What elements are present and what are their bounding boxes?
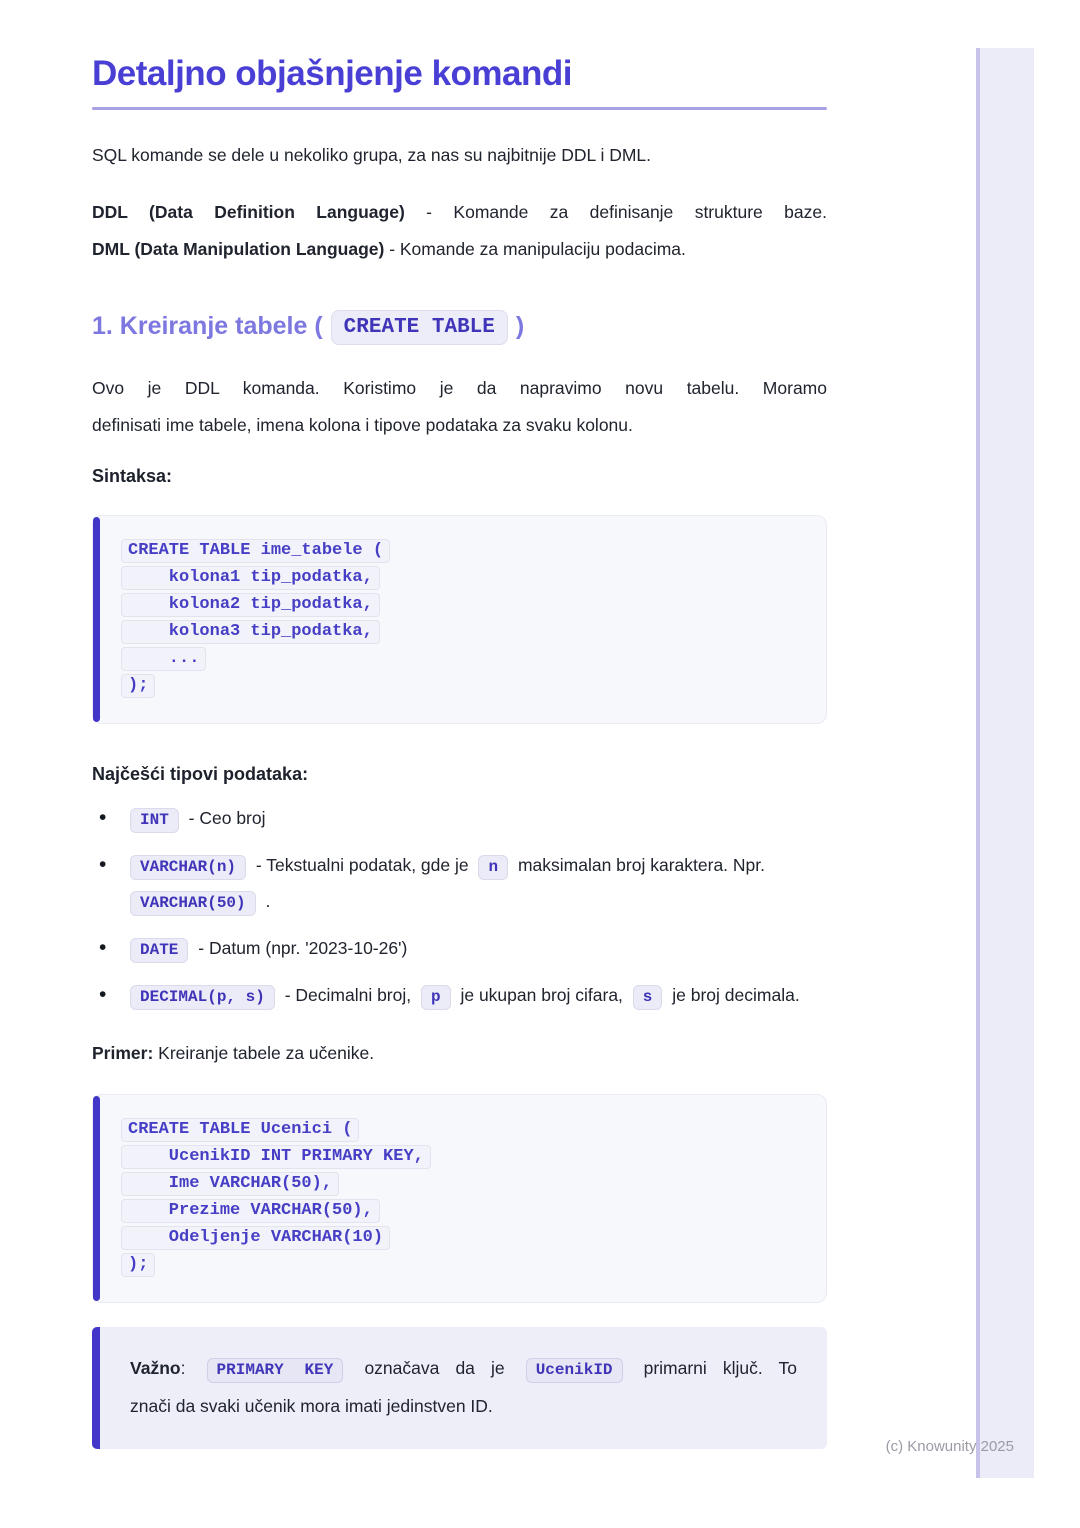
text-line bbox=[92, 304, 827, 350]
code-text: Ime VARCHAR(50), bbox=[121, 1172, 339, 1196]
text-segment: - Komande za definisanje strukture baze. bbox=[404, 202, 827, 222]
page-title: Detaljno objašnjenje komandi bbox=[92, 54, 572, 93]
code-line bbox=[121, 1116, 798, 1143]
code-line bbox=[121, 1170, 798, 1197]
code-text: ); bbox=[121, 1253, 155, 1277]
text-line bbox=[92, 370, 827, 407]
code-line bbox=[121, 591, 798, 618]
code-line bbox=[121, 1143, 798, 1170]
syntax-code-lines bbox=[121, 537, 798, 699]
text-segment: DML (Data Manipulation Language) bbox=[92, 239, 385, 259]
text-segment: - Ceo broj bbox=[183, 808, 266, 828]
text-segment: definisati ime tabele, imena kolona i tipove podataka za svaku kolonu. bbox=[92, 415, 633, 435]
code-text: CREATE TABLE ime_tabele ( bbox=[121, 539, 390, 563]
inline-code: p bbox=[421, 985, 451, 1010]
code-line bbox=[121, 1251, 798, 1278]
text-line bbox=[92, 194, 827, 231]
example-code-block bbox=[92, 1094, 827, 1303]
text-segment: je ukupan broj cifara, bbox=[455, 985, 628, 1005]
text-segment: je broj decimala. bbox=[667, 985, 800, 1005]
text-segment: Primer: bbox=[92, 1043, 154, 1063]
text-segment: - Tekstualni podatak, gde je bbox=[251, 855, 474, 875]
text-line bbox=[92, 407, 827, 444]
text-line bbox=[92, 1040, 827, 1066]
code-line bbox=[121, 564, 798, 591]
important-callout bbox=[92, 1327, 827, 1449]
text-segment: primarni ključ. To bbox=[627, 1358, 797, 1378]
inline-code: n bbox=[478, 855, 508, 880]
document-page bbox=[92, 0, 827, 1449]
callout-text bbox=[130, 1350, 797, 1424]
code-line bbox=[121, 618, 798, 645]
datatypes-label: Najčešći tipovi podataka: bbox=[92, 764, 309, 784]
syntax-code-block bbox=[92, 515, 827, 724]
list-item bbox=[92, 978, 827, 1014]
text-segment: . bbox=[260, 891, 271, 911]
inline-code: UcenikID bbox=[526, 1358, 623, 1383]
text-line bbox=[92, 231, 827, 268]
section-body bbox=[92, 370, 827, 444]
code-text: kolona3 tip_podatka, bbox=[121, 620, 380, 644]
copyright-footer: (c) Knowunity 2025 bbox=[885, 1438, 1014, 1455]
inline-code: CREATE TABLE bbox=[331, 310, 508, 345]
ddl-dml-definitions bbox=[92, 194, 827, 268]
callout-accent-bar bbox=[92, 1327, 100, 1449]
text-segment: znači da svaki učenik mora imati jedinstven ID. bbox=[130, 1396, 493, 1416]
list-item bbox=[92, 931, 827, 967]
code-line bbox=[121, 645, 798, 672]
list-item bbox=[92, 801, 827, 837]
code-line bbox=[121, 672, 798, 699]
inline-code: DATE bbox=[130, 938, 188, 963]
text-segment: Kreiranje tabele za učenike. bbox=[153, 1043, 375, 1063]
syntax-label: Sintaksa: bbox=[92, 466, 173, 486]
example-intro bbox=[92, 1040, 827, 1066]
list-item bbox=[92, 848, 827, 920]
code-block-accent-bar bbox=[93, 1096, 100, 1301]
code-line bbox=[121, 537, 798, 564]
code-text: ); bbox=[121, 674, 155, 698]
code-text: kolona1 tip_podatka, bbox=[121, 566, 380, 590]
code-text: UcenikID INT PRIMARY KEY, bbox=[121, 1145, 431, 1169]
code-text: ... bbox=[121, 647, 206, 671]
text-segment: - Decimalni broj, bbox=[279, 985, 416, 1005]
code-text: Odeljenje VARCHAR(10) bbox=[121, 1226, 390, 1250]
inline-code: INT bbox=[130, 808, 179, 833]
inline-code: VARCHAR(n) bbox=[130, 855, 246, 880]
datatype-list bbox=[92, 801, 827, 1014]
text-segment: ) bbox=[515, 312, 525, 340]
example-code-lines bbox=[121, 1116, 798, 1278]
title-divider bbox=[92, 107, 827, 110]
text-segment: 1. Kreiranje tabele ( bbox=[92, 312, 323, 340]
code-text: CREATE TABLE Ucenici ( bbox=[121, 1118, 359, 1142]
code-line bbox=[121, 1197, 798, 1224]
inline-code: VARCHAR(50) bbox=[130, 891, 256, 916]
inline-code: PRIMARY KEY bbox=[207, 1358, 344, 1383]
text-segment: Ovo je DDL komanda. Koristimo je da napravimo novu tabelu. Moramo bbox=[92, 378, 827, 398]
code-text: kolona2 tip_podatka, bbox=[121, 593, 380, 617]
code-text: Prezime VARCHAR(50), bbox=[121, 1199, 380, 1223]
text-segment: maksimalan broj karaktera. Npr. bbox=[513, 855, 765, 875]
code-line bbox=[121, 1224, 798, 1251]
inline-code: DECIMAL(p, s) bbox=[130, 985, 275, 1010]
text-line bbox=[130, 1388, 797, 1424]
text-segment: : bbox=[180, 1358, 202, 1378]
page-edge-strip bbox=[976, 48, 1034, 1478]
text-line bbox=[130, 1350, 797, 1388]
section-heading bbox=[92, 304, 827, 350]
text-segment: DDL (Data Definition Language) bbox=[92, 202, 405, 222]
text-segment: - Datum (npr. '2023-10-26') bbox=[193, 938, 408, 958]
text-segment: Važno bbox=[130, 1358, 181, 1378]
text-segment: označava da je bbox=[348, 1358, 521, 1378]
intro-paragraph: SQL komande se dele u nekoliko grupa, za nas su najbitnije DDL i DML. bbox=[92, 145, 652, 165]
code-block-accent-bar bbox=[93, 517, 100, 722]
inline-code: s bbox=[633, 985, 663, 1010]
text-segment: - Komande za manipulaciju podacima. bbox=[384, 239, 686, 259]
